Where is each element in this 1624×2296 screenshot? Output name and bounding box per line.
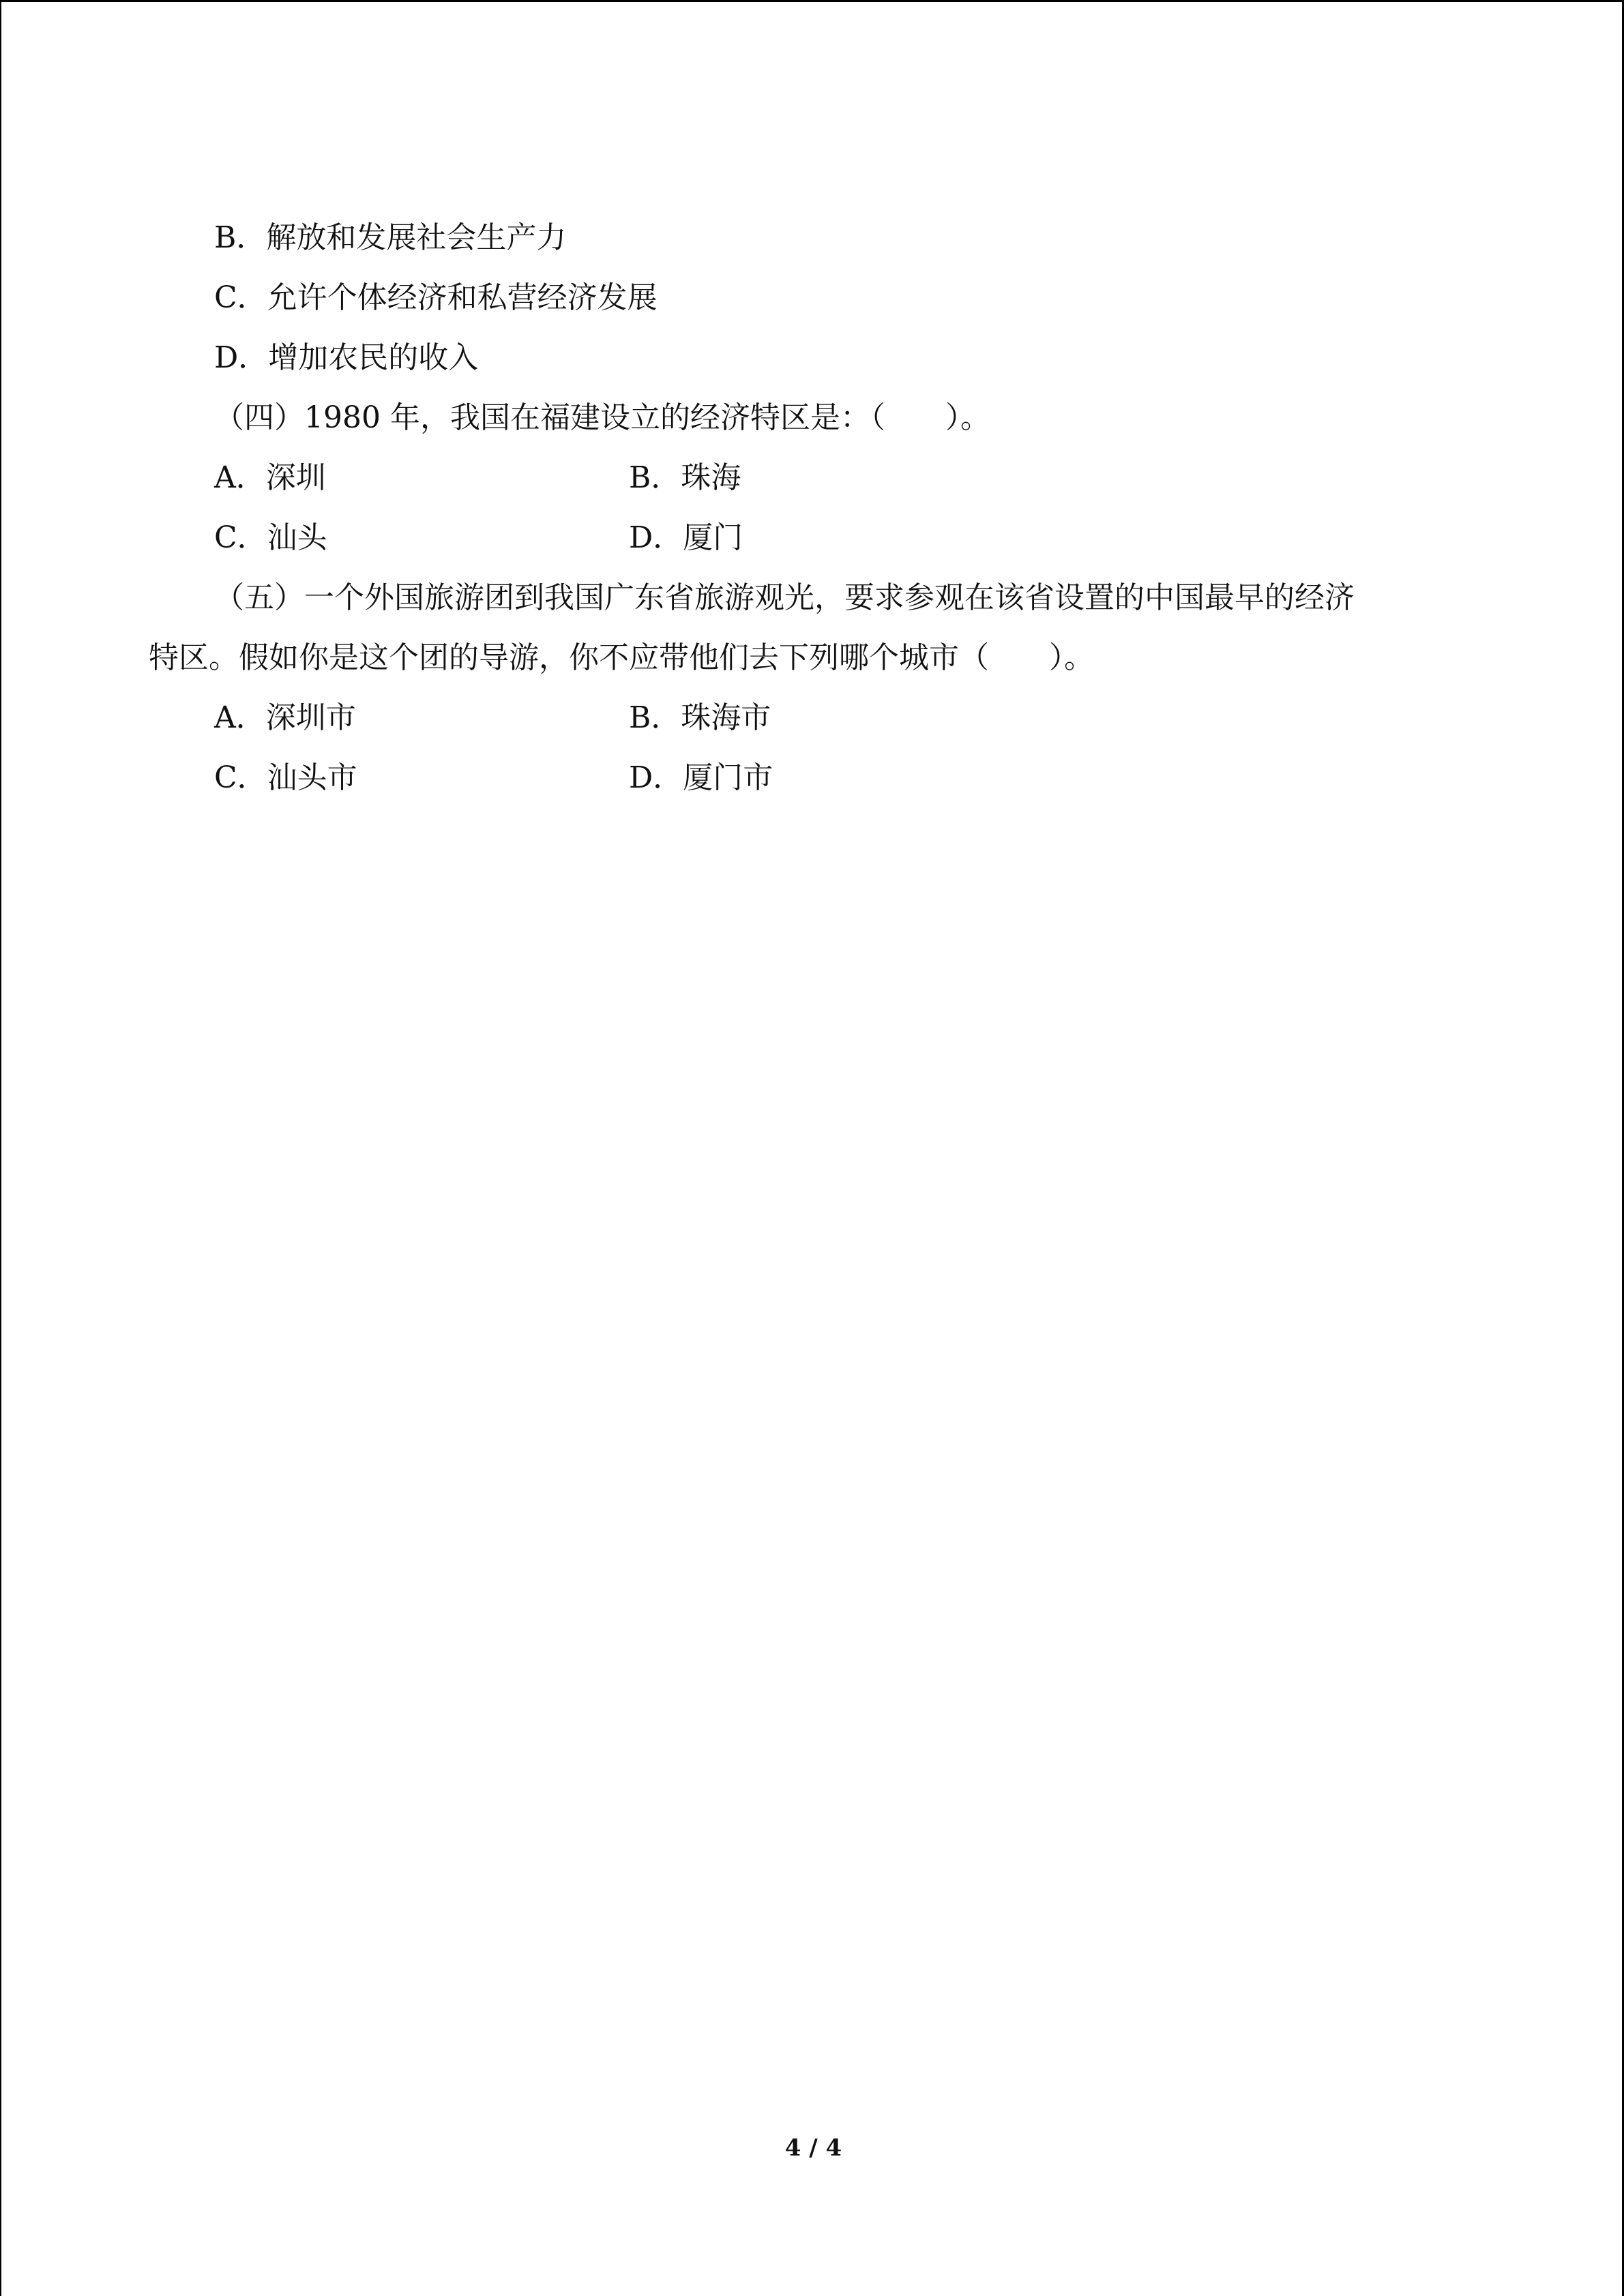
q4-option-d: D．厦门: [629, 520, 743, 555]
page-number: 4 / 4: [784, 2134, 842, 2162]
q5-option-a: A．深圳市: [214, 700, 356, 735]
q4-stem: （四）1980 年，我国在福建设立的经济特区是：（ ）。: [214, 400, 990, 435]
q4-option-c: C．汕头: [214, 520, 327, 555]
q5-option-b: B．珠海市: [629, 700, 771, 735]
q3-option-d: D．增加农民的收入: [214, 340, 479, 375]
q5-stem-line2: 特区。假如你是这个团的导游，你不应带他们去下列哪个城市（ ）。: [149, 640, 1094, 675]
q5-option-d: D．厦门市: [629, 760, 773, 795]
q3-option-b: B．解放和发展社会生产力: [214, 220, 567, 255]
q4-option-b: B．珠海: [629, 460, 741, 495]
q5-stem-line1: （五）一个外国旅游团到我国广东省旅游观光，要求参观在该省设置的中国最早的经济: [214, 580, 1355, 615]
q3-option-c: C．允许个体经济和私营经济发展: [214, 280, 658, 315]
q5-option-c: C．汕头市: [214, 760, 357, 795]
q4-option-a: A．深圳: [214, 460, 326, 495]
